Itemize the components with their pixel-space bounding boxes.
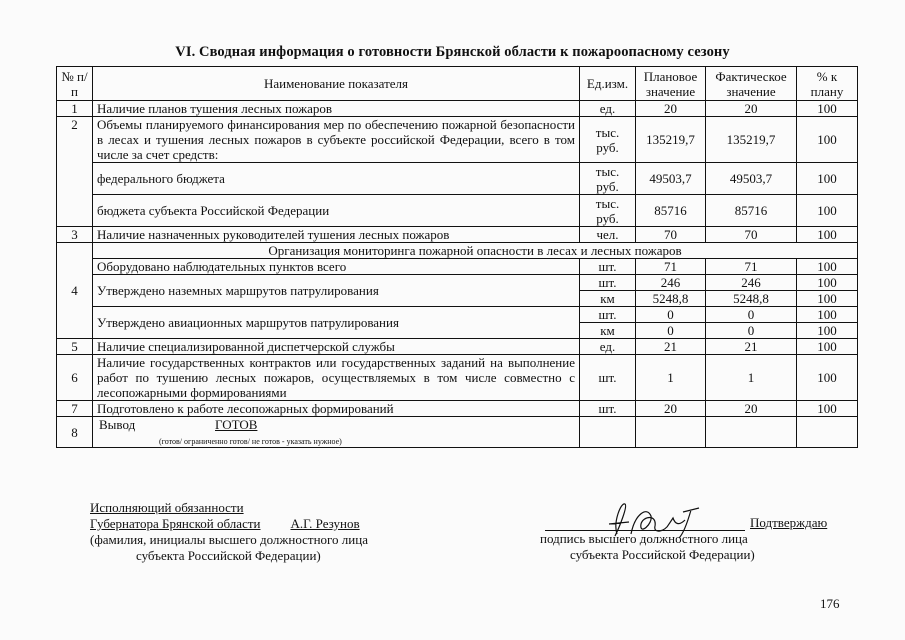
- header-percent: % к плану: [797, 67, 858, 101]
- table-row: [57, 227, 858, 243]
- table-row: [57, 117, 858, 163]
- row-percent: 100: [797, 323, 858, 339]
- row-percent: 100: [797, 401, 858, 417]
- section-heading: Организация мониторинга пожарной опасности в лесах и лесных пожаров: [93, 243, 858, 259]
- table-row: [57, 339, 858, 355]
- row-unit: шт.: [580, 275, 636, 291]
- row-unit: шт.: [580, 259, 636, 275]
- row-num: 3: [57, 227, 93, 243]
- table-row: [57, 355, 858, 401]
- row-actual: 5248,8: [706, 291, 797, 307]
- row-actual: 246: [706, 275, 797, 291]
- row-planned: 70: [636, 227, 706, 243]
- row-num: 5: [57, 339, 93, 355]
- table-row: [57, 401, 858, 417]
- empty-cell: [636, 417, 706, 448]
- row-planned: 71: [636, 259, 706, 275]
- page-title: VI. Сводная информация о готовности Брянской области к пожароопасному сезону: [175, 44, 730, 60]
- row-name: федерального бюджета: [93, 163, 580, 195]
- empty-cell: [706, 417, 797, 448]
- row-num: 4: [57, 243, 93, 339]
- table-row: [57, 275, 858, 291]
- row-actual: 20: [706, 401, 797, 417]
- conclusion-value: ГОТОВ: [215, 417, 258, 432]
- row-name: Утверждено авиационных маршрутов патрулирования: [93, 307, 580, 339]
- header-actual: Фактическое значение: [706, 67, 797, 101]
- row-name: Оборудовано наблюдательных пунктов всего: [93, 259, 580, 275]
- row-num: 7: [57, 401, 93, 417]
- executor-caption-1: (фамилия, инициалы высшего должностного лица: [90, 532, 368, 547]
- executor-role-line: [90, 516, 390, 532]
- executor-name: А.Г. Резунов: [290, 516, 360, 531]
- table-header-row: [57, 67, 858, 101]
- row-unit: ед.: [580, 339, 636, 355]
- conclusion-hint: (готов/ ограниченно готов/ не готов - указать нужное): [159, 437, 342, 446]
- row-actual: 21: [706, 339, 797, 355]
- row-unit: тыс. руб.: [580, 163, 636, 195]
- row-actual: 0: [706, 307, 797, 323]
- row-unit: шт.: [580, 307, 636, 323]
- header-name: Наименование показателя: [93, 67, 580, 101]
- row-planned: 5248,8: [636, 291, 706, 307]
- row-num: 6: [57, 355, 93, 401]
- executor-caption-2: субъекта Российской Федерации): [136, 548, 321, 563]
- executor-block: [90, 500, 390, 564]
- row-actual: 70: [706, 227, 797, 243]
- row-percent: 100: [797, 339, 858, 355]
- row-percent: 100: [797, 355, 858, 401]
- table-row: [57, 307, 858, 323]
- empty-cell: [797, 417, 858, 448]
- row-actual: 135219,7: [706, 117, 797, 163]
- row-percent: 100: [797, 195, 858, 227]
- table-row: [57, 417, 858, 448]
- row-planned: 246: [636, 275, 706, 291]
- row-actual: 1: [706, 355, 797, 401]
- table-row: [57, 259, 858, 275]
- row-planned: 135219,7: [636, 117, 706, 163]
- row-name: Утверждено наземных маршрутов патрулирования: [93, 275, 580, 307]
- row-unit: тыс. руб.: [580, 117, 636, 163]
- header-num: № п/п: [57, 67, 93, 101]
- row-actual: 0: [706, 323, 797, 339]
- row-percent: 100: [797, 101, 858, 117]
- row-actual: 71: [706, 259, 797, 275]
- row-percent: 100: [797, 275, 858, 291]
- row-unit: шт.: [580, 401, 636, 417]
- row-planned: 49503,7: [636, 163, 706, 195]
- row-planned: 1: [636, 355, 706, 401]
- row-unit: шт.: [580, 355, 636, 401]
- row-num: 2: [57, 117, 93, 227]
- readiness-table: [56, 66, 858, 448]
- row-percent: 100: [797, 117, 858, 163]
- signature-block: [540, 500, 840, 570]
- row-unit: ед.: [580, 101, 636, 117]
- empty-cell: [580, 417, 636, 448]
- row-name: Наличие государственных контрактов или государственных заданий на выполнение работ по тушению лесных пожаров, осуществляемых в том числе совместно с лесопожарными формированиями: [93, 355, 580, 401]
- row-actual: 49503,7: [706, 163, 797, 195]
- confirm-label: Подтверждаю: [750, 515, 828, 530]
- row-planned: 20: [636, 101, 706, 117]
- row-percent: 100: [797, 307, 858, 323]
- row-name: Наличие назначенных руководителей тушения лесных пожаров: [93, 227, 580, 243]
- row-planned: 20: [636, 401, 706, 417]
- row-actual: 85716: [706, 195, 797, 227]
- row-name: Подготовлено к работе лесопожарных формирований: [93, 401, 580, 417]
- row-planned: 0: [636, 323, 706, 339]
- table-row: [57, 163, 858, 195]
- row-num: 8: [57, 417, 93, 448]
- row-actual: 20: [706, 101, 797, 117]
- row-name: Наличие планов тушения лесных пожаров: [93, 101, 580, 117]
- conclusion-label: Вывод: [99, 417, 136, 432]
- row-unit: км: [580, 323, 636, 339]
- row-unit: чел.: [580, 227, 636, 243]
- row-num: 1: [57, 101, 93, 117]
- row-name: Объемы планируемого финансирования мер по обеспечению пожарной безопасности в лесах и тушения лесных пожаров в субъекте российской Федерации, всего в том числе за счет средств:: [93, 117, 580, 163]
- row-percent: 100: [797, 291, 858, 307]
- signature-caption-1: подпись высшего должностного лица: [540, 531, 748, 546]
- executor-role: Губернатора Брянской области: [90, 516, 261, 531]
- table-row: [57, 243, 858, 259]
- row-percent: 100: [797, 163, 858, 195]
- row-planned: 21: [636, 339, 706, 355]
- table-row: [57, 101, 858, 117]
- row-percent: 100: [797, 227, 858, 243]
- conclusion-cell: [93, 417, 580, 448]
- row-name: бюджета субъекта Российской Федерации: [93, 195, 580, 227]
- row-name: Наличие специализированной диспетчерской службы: [93, 339, 580, 355]
- page-number: 176: [820, 596, 840, 611]
- executor-title: Исполняющий обязанности: [90, 500, 244, 515]
- row-planned: 85716: [636, 195, 706, 227]
- row-percent: 100: [797, 259, 858, 275]
- row-unit: тыс. руб.: [580, 195, 636, 227]
- signature-caption-2: субъекта Российской Федерации): [570, 547, 755, 562]
- header-planned: Плановое значение: [636, 67, 706, 101]
- header-unit: Ед.изм.: [580, 67, 636, 101]
- table-row: [57, 195, 858, 227]
- row-planned: 0: [636, 307, 706, 323]
- row-unit: км: [580, 291, 636, 307]
